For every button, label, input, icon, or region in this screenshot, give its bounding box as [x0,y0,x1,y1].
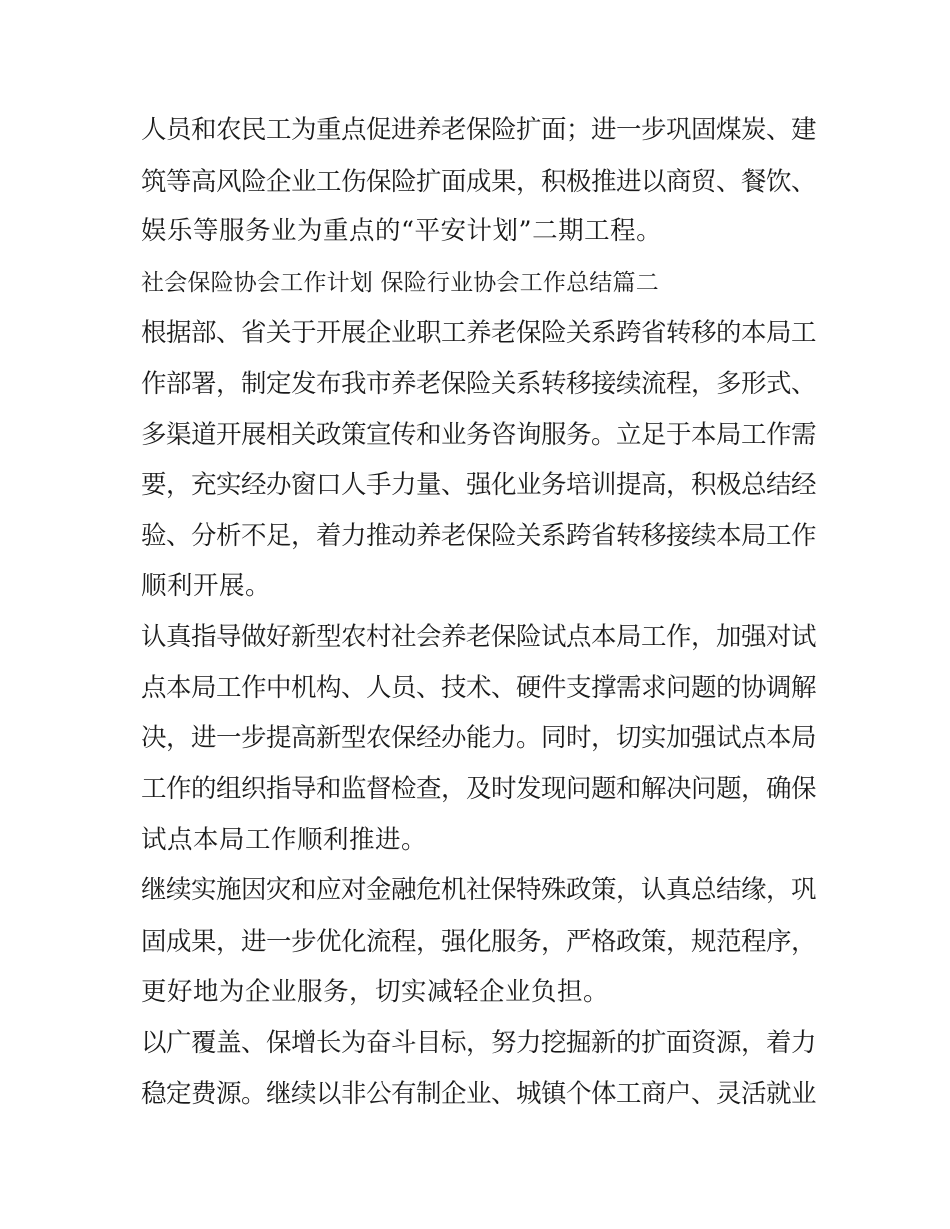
text-line: 认真指导做好新型农村社会养老保险试点本局工作，加强对试 [141,622,817,652]
text-line: 顺利开展。 [141,571,272,601]
text-line: 根据部、省关于开展企业职工养老保险关系跨省转移的本局工 [141,318,817,348]
text-line: 作部署，制定发布我市养老保险关系转移接续流程，多形式、 [141,369,817,399]
text-line: 多渠道开展相关政策宣传和业务咨询服务。立足于本局工作需 [141,420,817,450]
text-line: 以广覆盖、保增长为奋斗目标，努力挖掘新的扩面资源，着力 [141,1028,817,1058]
text-line: 决，进一步提高新型农保经办能力。同时，切实加强试点本局 [141,723,817,753]
text-line: 验、分析不足，着力推动养老保险关系跨省转移接续本局工作 [141,521,817,551]
section-heading: 社会保险协会工作计划 保险行业协会工作总结篇二 [141,270,659,296]
text-line: 娱乐等服务业为重点的“平安计划”二期工程。 [141,216,663,246]
text-line: 固成果，进一步优化流程，强化服务，严格政策，规范程序， [141,927,817,957]
text-line: 继续实施因灾和应对金融危机社保特殊政策，认真总结缘，巩 [141,875,817,905]
text-line: 筑等高风险企业工伤保险扩面成果，积极推进以商贸、餐饮、 [141,167,817,197]
text-line: 工作的组织指导和监督检查，及时发现问题和解决问题，确保 [141,774,817,804]
text-line: 人员和农民工为重点促进养老保险扩面；进一步巩固煤炭、建 [141,115,817,145]
text-line: 更好地为企业服务，切实减轻企业负担。 [141,977,610,1007]
text-line: 点本局工作中机构、人员、技术、硬件支撑需求问题的协调解 [141,673,817,703]
text-line: 试点本局工作顺利推进。 [141,825,428,855]
text-line: 稳定费源。继续以非公有制企业、城镇个体工商户、灵活就业 [141,1079,817,1109]
text-line: 要，充实经办窗口人手力量、强化业务培训提高，积极总结经 [141,470,817,500]
